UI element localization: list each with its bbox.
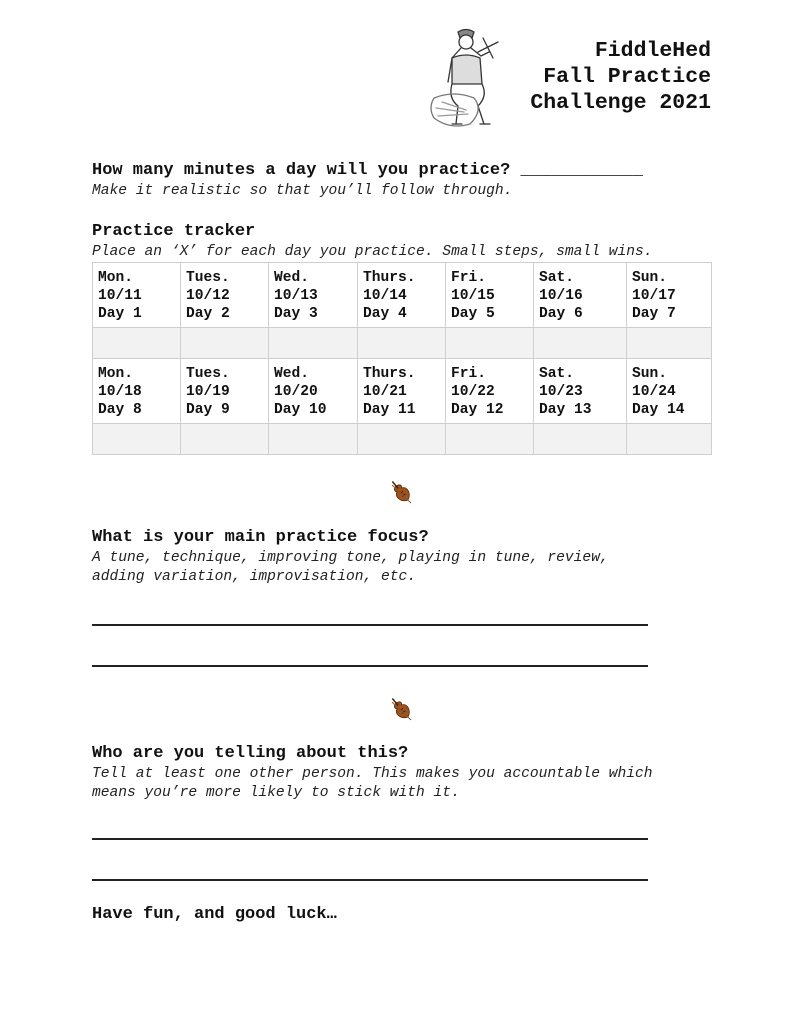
mark-cell[interactable] [358,424,446,455]
minutes-question[interactable]: How many minutes a day will you practice? ____________ [92,161,643,180]
focus-hint: A tune, technique, improving tone, playing in tune, review, [92,550,609,566]
mark-cell[interactable] [627,328,712,359]
day-cell: Thurs. 10/14 Day 4 [358,263,446,328]
day-cell: Sat. 10/16 Day 6 [534,263,627,328]
tracker-week2-header-row [93,359,712,424]
focus-hint: adding variation, improvisation, etc. [92,569,417,585]
fiddler-illustration-icon [428,26,508,134]
mark-cell[interactable] [446,424,534,455]
tracker-title: Practice tracker [92,222,256,241]
mark-cell[interactable] [269,328,358,359]
mark-cell[interactable] [627,424,712,455]
day-cell: Thurs. 10/21 Day 11 [358,359,446,424]
day-cell: Sun. 10/24 Day 14 [627,359,712,424]
mark-cell[interactable] [358,328,446,359]
day-cell: Sun. 10/17 Day 7 [627,263,712,328]
mark-cell[interactable] [534,424,627,455]
telling-answer-line[interactable] [92,879,648,881]
closing-text: Have fun, and good luck… [92,905,337,924]
violin-icon [389,697,415,723]
tracker-week1-mark-row [93,328,712,359]
focus-answer-line[interactable] [92,624,648,626]
day-cell: Sat. 10/23 Day 13 [534,359,627,424]
title-line: Fall Practice [543,65,711,89]
telling-hint: means you’re more likely to stick with it. [92,785,460,801]
tracker-week1-header-row [93,263,712,328]
mark-cell[interactable] [446,328,534,359]
focus-question: What is your main practice focus? [92,528,429,547]
day-cell: Mon. 10/18 Day 8 [93,359,181,424]
page-title [530,38,711,116]
mark-cell[interactable] [534,328,627,359]
day-cell: Mon. 10/11 Day 1 [93,263,181,328]
practice-tracker-table [92,262,712,455]
mark-cell[interactable] [269,424,358,455]
day-cell: Fri. 10/22 Day 12 [446,359,534,424]
day-cell: Tues. 10/19 Day 9 [181,359,269,424]
title-line: Challenge 2021 [530,91,711,115]
day-cell: Wed. 10/13 Day 3 [269,263,358,328]
mark-cell[interactable] [181,424,269,455]
telling-answer-line[interactable] [92,838,648,840]
violin-icon [389,480,415,506]
telling-question: Who are you telling about this? [92,744,409,763]
telling-hint: Tell at least one other person. This makes you accountable which [92,766,653,782]
tracker-hint: Place an ‘X’ for each day you practice. Small steps, small wins. [92,244,653,260]
day-cell: Tues. 10/12 Day 2 [181,263,269,328]
focus-answer-line[interactable] [92,665,648,667]
mark-cell[interactable] [181,328,269,359]
title-line: FiddleHed [594,39,711,63]
tracker-week2-mark-row [93,424,712,455]
minutes-hint: Make it realistic so that you’ll follow through. [92,183,513,199]
mark-cell[interactable] [93,424,181,455]
mark-cell[interactable] [93,328,181,359]
day-cell: Fri. 10/15 Day 5 [446,263,534,328]
day-cell: Wed. 10/20 Day 10 [269,359,358,424]
